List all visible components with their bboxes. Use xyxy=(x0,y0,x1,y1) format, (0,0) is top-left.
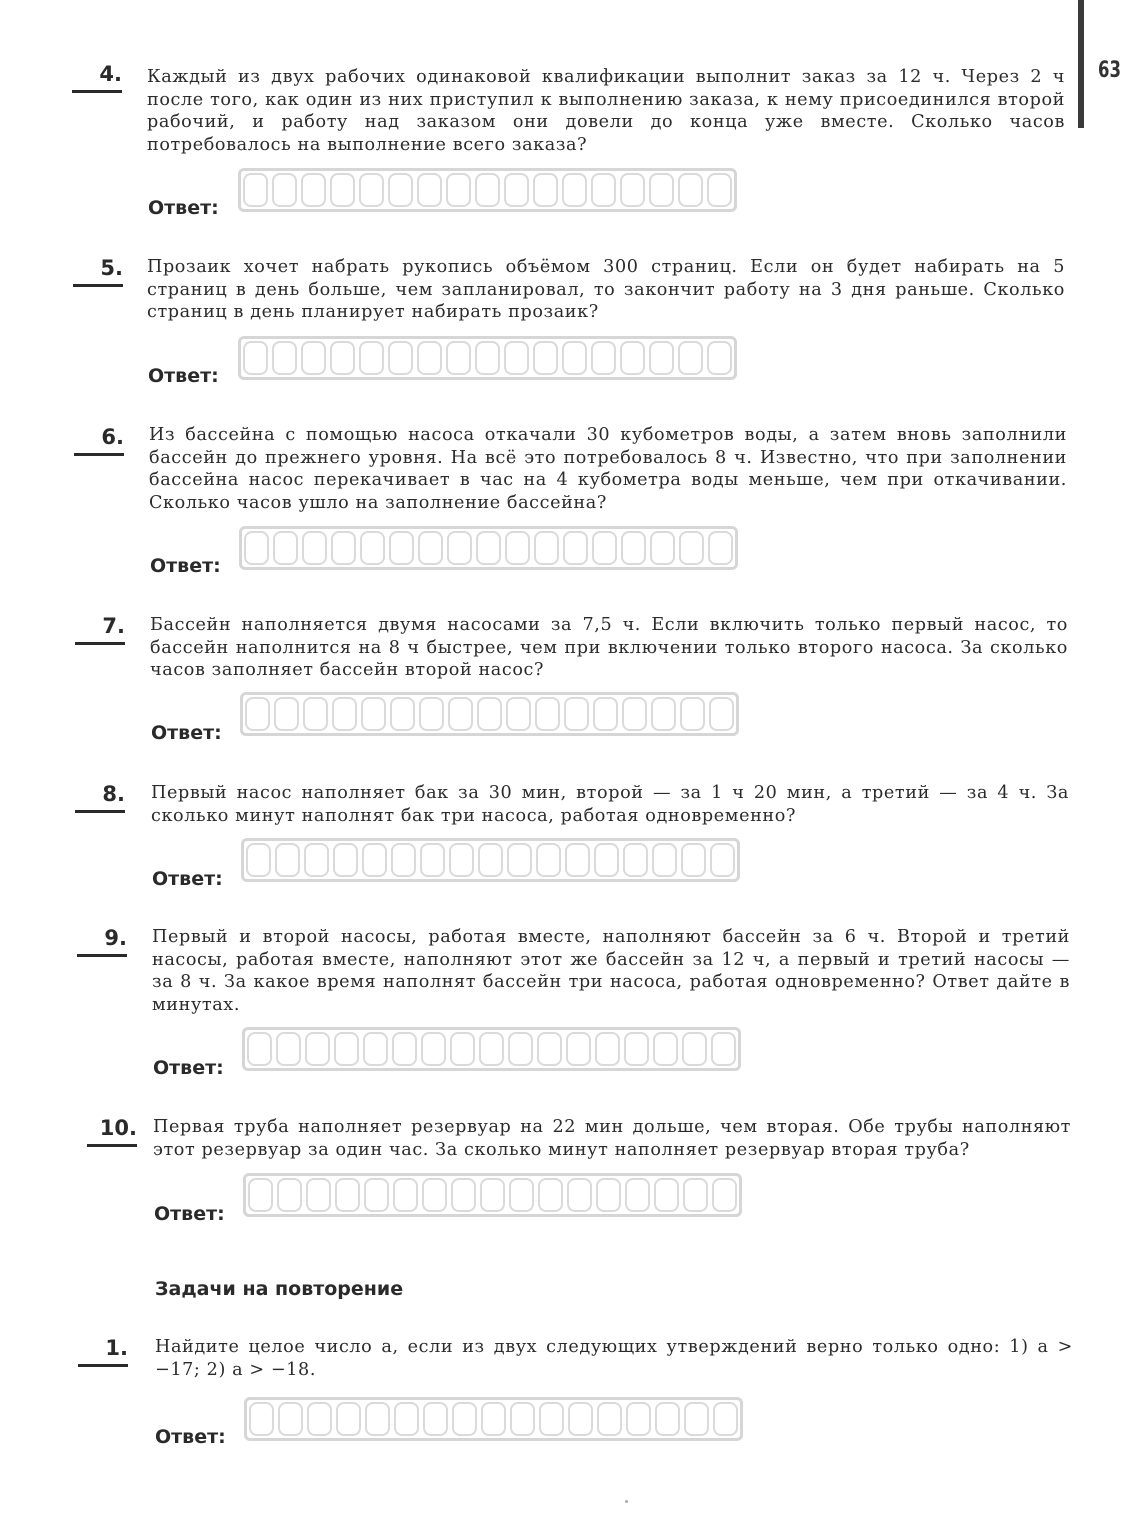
answer-cell[interactable] xyxy=(247,1032,272,1066)
answer-cell[interactable] xyxy=(330,341,355,375)
answer-cell[interactable] xyxy=(475,341,500,375)
answer-cell[interactable] xyxy=(388,341,413,375)
answer-cell[interactable] xyxy=(712,1178,737,1212)
answer-cell[interactable] xyxy=(243,173,268,207)
answer-label: Ответ: xyxy=(151,722,222,744)
answer-cell[interactable] xyxy=(564,697,589,731)
answer-cell[interactable] xyxy=(707,341,732,375)
task-number: 9. xyxy=(77,926,127,957)
answer-cell[interactable] xyxy=(510,1402,535,1436)
task-text: Из бассейна с помощью насоса откачали 30 кубометров воды, а затем вновь заполнили бассейн до прежнего уровня. На всё это потребовалось 8 ч. Известно, что при заполнении бассейна насос перекачивает в час на 4 кубометра воды меньше, чем при откачивании. Сколько часов ушло на заполнение бассейна? xyxy=(149,425,1067,513)
task-text: Первый и второй насосы, работая вместе, наполняют бассейн за 6 ч. Второй и третий насосы, работая вместе, наполняют этот же бассейн за 12 ч, а первый и третий насосы — за 8 ч. За какое время наполнят бассейн три насоса, работая одновременно? Ответ дайте в минутах. xyxy=(152,927,1070,1015)
answer-cell[interactable] xyxy=(417,341,442,375)
answer-cell[interactable] xyxy=(394,1402,419,1436)
answer-cell[interactable] xyxy=(272,341,297,375)
answer-cell[interactable] xyxy=(566,1032,591,1066)
answer-cell[interactable] xyxy=(707,173,732,207)
answer-label: Ответ: xyxy=(148,365,219,387)
answer-cell[interactable] xyxy=(711,1032,736,1066)
answer-cell[interactable] xyxy=(622,697,647,731)
answer-cell[interactable] xyxy=(365,1402,390,1436)
answer-cell[interactable] xyxy=(422,1178,447,1212)
answer-cell[interactable] xyxy=(447,531,472,565)
answer-cell[interactable] xyxy=(332,697,357,731)
task-text: Первый насос наполняет бак за 30 мин, второй — за 1 ч 20 мин, а третий — за 4 ч. За сколько минут наполнят бак три насоса, работая одновременно? xyxy=(151,783,1069,826)
answer-cell[interactable] xyxy=(533,173,558,207)
answer-cells[interactable] xyxy=(238,336,737,380)
answer-cell[interactable] xyxy=(713,1402,738,1436)
answer-label: Ответ: xyxy=(153,1057,224,1079)
answer-cell[interactable] xyxy=(336,1402,361,1436)
answer-cell[interactable] xyxy=(419,697,444,731)
answer-cell[interactable] xyxy=(626,1402,651,1436)
answer-cell[interactable] xyxy=(533,341,558,375)
answer-cell[interactable] xyxy=(504,173,529,207)
answer-cell[interactable] xyxy=(362,843,387,877)
answer-cell[interactable] xyxy=(360,531,385,565)
answer-label: Ответ: xyxy=(148,197,219,219)
answer-cell[interactable] xyxy=(651,697,676,731)
answer-cell[interactable] xyxy=(591,341,616,375)
answer-cell[interactable] xyxy=(304,843,329,877)
answer-cell[interactable] xyxy=(480,1178,505,1212)
task-text: Найдите целое число a, если из двух следующих утверждений верно только одно: 1) a > −17; 2) a > −18. xyxy=(155,1337,1073,1380)
answer-cell[interactable] xyxy=(421,1032,446,1066)
answer-label: Ответ: xyxy=(150,555,221,577)
answer-cell[interactable] xyxy=(335,1178,360,1212)
answer-cell[interactable] xyxy=(248,1178,273,1212)
answer-cell[interactable] xyxy=(680,697,705,731)
answer-cells[interactable] xyxy=(244,1397,743,1441)
answer-cell[interactable] xyxy=(307,1402,332,1436)
task-text: Каждый из двух рабочих одинаковой квалификации выполнит заказ за 12 ч. Через 2 ч после того, как один из них приступил к выполнению заказа, к нему присоединился второй рабочий, и работу над заказом они довели до конца уже вместе. Сколько часов потребовалось на выполнение всего заказа? xyxy=(147,67,1065,155)
answer-cell[interactable] xyxy=(449,843,474,877)
answer-cell[interactable] xyxy=(333,843,358,877)
answer-cell[interactable] xyxy=(420,843,445,877)
page-number: 63 xyxy=(1098,58,1121,83)
answer-cell[interactable] xyxy=(446,341,471,375)
answer-cell[interactable] xyxy=(625,1178,650,1212)
answer-cells[interactable] xyxy=(238,168,737,212)
answer-cell[interactable] xyxy=(505,531,530,565)
answer-cell[interactable] xyxy=(305,1032,330,1066)
answer-cell[interactable] xyxy=(359,173,384,207)
answer-cell[interactable] xyxy=(306,1178,331,1212)
answer-cell[interactable] xyxy=(652,843,677,877)
answer-cell[interactable] xyxy=(417,173,442,207)
answer-cell[interactable] xyxy=(477,697,502,731)
answer-cell[interactable] xyxy=(274,697,299,731)
answer-cell[interactable] xyxy=(709,697,734,731)
answer-cell[interactable] xyxy=(568,1402,593,1436)
answer-cell[interactable] xyxy=(504,341,529,375)
answer-cell[interactable] xyxy=(683,1178,708,1212)
answer-cell[interactable] xyxy=(301,173,326,207)
answer-cell[interactable] xyxy=(330,173,355,207)
answer-cell[interactable] xyxy=(364,1178,389,1212)
page-edge-bar xyxy=(1078,0,1084,128)
answer-cell[interactable] xyxy=(562,341,587,375)
answer-cell[interactable] xyxy=(359,341,384,375)
task-number: 5. xyxy=(73,256,123,287)
answer-cells[interactable] xyxy=(242,1027,741,1071)
answer-cell[interactable] xyxy=(650,531,675,565)
section-title: Задачи на повторение xyxy=(155,1278,404,1300)
answer-cell[interactable] xyxy=(621,531,646,565)
answer-cell[interactable] xyxy=(476,531,501,565)
answer-cell[interactable] xyxy=(481,1402,506,1436)
answer-cell[interactable] xyxy=(595,1032,620,1066)
answer-cell[interactable] xyxy=(537,1032,562,1066)
answer-cell[interactable] xyxy=(243,341,268,375)
answer-cell[interactable] xyxy=(390,697,415,731)
answer-cell[interactable] xyxy=(334,1032,359,1066)
answer-cell[interactable] xyxy=(246,843,271,877)
answer-cell[interactable] xyxy=(678,173,703,207)
answer-cell[interactable] xyxy=(563,531,588,565)
answer-cell[interactable] xyxy=(278,1402,303,1436)
answer-cell[interactable] xyxy=(708,531,733,565)
answer-cell[interactable] xyxy=(452,1402,477,1436)
answer-cell[interactable] xyxy=(478,843,503,877)
answer-cell[interactable] xyxy=(535,697,560,731)
answer-cell[interactable] xyxy=(361,697,386,731)
answer-cell[interactable] xyxy=(620,341,645,375)
answer-cells[interactable] xyxy=(241,838,740,882)
answer-label: Ответ: xyxy=(152,868,223,890)
answer-cell[interactable] xyxy=(594,843,619,877)
answer-cell[interactable] xyxy=(506,697,531,731)
answer-cell[interactable] xyxy=(596,1178,621,1212)
answer-cell[interactable] xyxy=(388,173,413,207)
task-number: 10. xyxy=(87,1116,137,1147)
answer-cell[interactable] xyxy=(451,1178,476,1212)
scan-speck xyxy=(625,1500,628,1503)
answer-cell[interactable] xyxy=(245,697,270,731)
answer-cell[interactable] xyxy=(684,1402,709,1436)
answer-cell[interactable] xyxy=(363,1032,388,1066)
answer-cell[interactable] xyxy=(567,1178,592,1212)
answer-cell[interactable] xyxy=(649,173,674,207)
answer-cell[interactable] xyxy=(273,531,298,565)
answer-cell[interactable] xyxy=(536,843,561,877)
answer-cell[interactable] xyxy=(539,1402,564,1436)
task-number: 7. xyxy=(75,614,125,645)
answer-cell[interactable] xyxy=(446,173,471,207)
answer-cell[interactable] xyxy=(593,697,618,731)
answer-cell[interactable] xyxy=(479,1032,504,1066)
answer-cell[interactable] xyxy=(620,173,645,207)
answer-cell[interactable] xyxy=(418,531,443,565)
answer-cell[interactable] xyxy=(475,173,500,207)
answer-cell[interactable] xyxy=(678,341,703,375)
answer-cell[interactable] xyxy=(448,697,473,731)
answer-cell[interactable] xyxy=(303,697,328,731)
answer-cell[interactable] xyxy=(275,843,300,877)
answer-cell[interactable] xyxy=(653,1032,678,1066)
answer-cell[interactable] xyxy=(681,843,706,877)
answer-cell[interactable] xyxy=(389,531,414,565)
answer-cell[interactable] xyxy=(562,173,587,207)
answer-cell[interactable] xyxy=(507,843,532,877)
task-text: Бассейн наполняется двумя насосами за 7,5 ч. Если включить только первый насос, то бассейн наполнится на 8 ч быстрее, чем при включении только второго насоса. За сколько часов заполняет бассейн второй насос? xyxy=(150,615,1068,680)
answer-cell[interactable] xyxy=(393,1178,418,1212)
answer-cell[interactable] xyxy=(244,531,269,565)
answer-cell[interactable] xyxy=(508,1032,533,1066)
answer-cell[interactable] xyxy=(302,531,327,565)
answer-cell[interactable] xyxy=(392,1032,417,1066)
answer-cell[interactable] xyxy=(249,1402,274,1436)
answer-cells[interactable] xyxy=(243,1173,742,1217)
answer-cell[interactable] xyxy=(682,1032,707,1066)
task-text: Первая труба наполняет резервуар на 22 мин дольше, чем вторая. Обе трубы наполняют этот резервуар за один час. За сколько минут наполняет резервуар вторая труба? xyxy=(153,1117,1071,1160)
answer-cell[interactable] xyxy=(649,341,674,375)
task-number: 6. xyxy=(74,425,124,456)
answer-cell[interactable] xyxy=(534,531,559,565)
task-number: 1. xyxy=(78,1336,128,1367)
answer-cell[interactable] xyxy=(391,843,416,877)
answer-cell[interactable] xyxy=(276,1032,301,1066)
answer-cells[interactable] xyxy=(240,692,739,736)
answer-cell[interactable] xyxy=(331,531,356,565)
answer-cell[interactable] xyxy=(538,1178,563,1212)
answer-cell[interactable] xyxy=(624,1032,649,1066)
task-number: 4. xyxy=(72,62,122,93)
answer-cell[interactable] xyxy=(301,341,326,375)
answer-cell[interactable] xyxy=(679,531,704,565)
answer-cell[interactable] xyxy=(565,843,590,877)
answer-cell[interactable] xyxy=(655,1402,680,1436)
answer-cell[interactable] xyxy=(423,1402,448,1436)
answer-cells[interactable] xyxy=(239,526,738,570)
answer-cell[interactable] xyxy=(654,1178,679,1212)
answer-cell[interactable] xyxy=(592,531,617,565)
answer-label: Ответ: xyxy=(154,1203,225,1225)
answer-cell[interactable] xyxy=(597,1402,622,1436)
answer-cell[interactable] xyxy=(591,173,616,207)
answer-cell[interactable] xyxy=(450,1032,475,1066)
answer-label: Ответ: xyxy=(155,1426,226,1448)
answer-cell[interactable] xyxy=(623,843,648,877)
answer-cell[interactable] xyxy=(710,843,735,877)
answer-cell[interactable] xyxy=(272,173,297,207)
answer-cell[interactable] xyxy=(509,1178,534,1212)
answer-cell[interactable] xyxy=(277,1178,302,1212)
task-number: 8. xyxy=(75,782,125,813)
task-text: Прозаик хочет набрать рукопись объёмом 300 страниц. Если он будет набирать на 5 страниц в день больше, чем запланировал, то закончит работу на 3 дня раньше. Сколько страниц в день планирует набирать прозаик? xyxy=(147,257,1065,322)
